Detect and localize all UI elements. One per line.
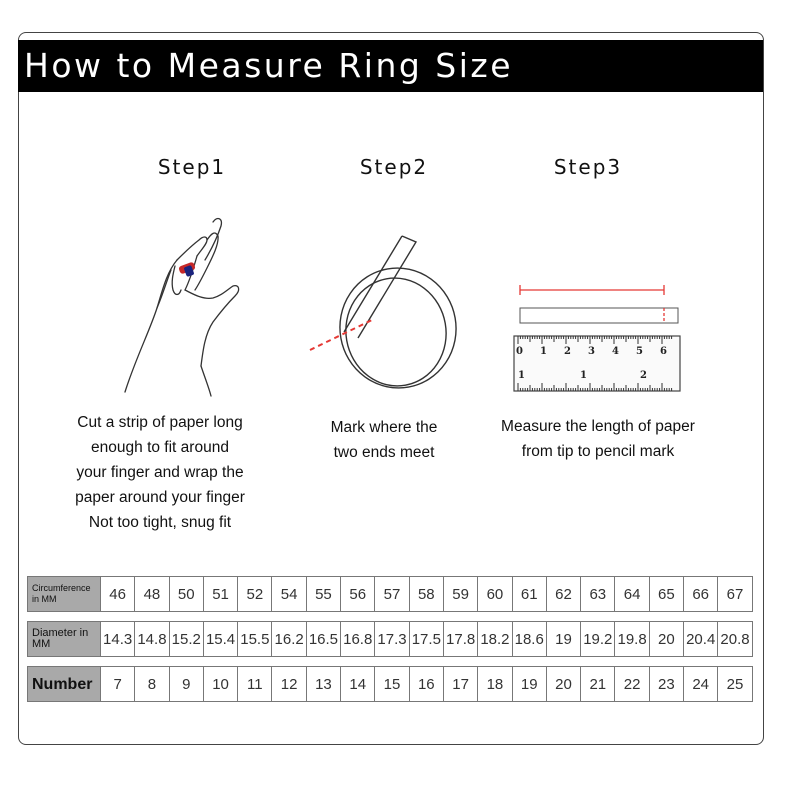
- table-cell: 23: [649, 667, 683, 702]
- table-cell: 17.5: [409, 622, 443, 657]
- table-cell: 18: [478, 667, 512, 702]
- table-cell: 60: [478, 577, 512, 612]
- table-cell: 16.8: [341, 622, 375, 657]
- table-cell: 15: [375, 667, 409, 702]
- step3-title: Step3: [553, 155, 623, 179]
- table-cell: 17.3: [375, 622, 409, 657]
- page-title: How to Measure Ring Size: [24, 46, 514, 85]
- table-cell: 54: [272, 577, 306, 612]
- table-cell: 14.8: [135, 622, 169, 657]
- table-cell: 56: [341, 577, 375, 612]
- diameter-label: Diameter in MM: [28, 622, 101, 657]
- table-cell: 58: [409, 577, 443, 612]
- caption-line: from tip to pencil mark: [521, 443, 675, 460]
- table-cell: 24: [684, 667, 718, 702]
- table-cell: 46: [101, 577, 135, 612]
- table-cell: 14.3: [101, 622, 135, 657]
- table-cell: 19.2: [581, 622, 615, 657]
- table-cell: 16.2: [272, 622, 306, 657]
- number-table: [27, 666, 753, 702]
- table-cell: 50: [169, 577, 203, 612]
- step2-title: Step2: [359, 155, 429, 179]
- table-cell: 18.2: [478, 622, 512, 657]
- ruler-label: 3: [588, 346, 595, 357]
- table-cell: 16.5: [306, 622, 340, 657]
- table-cell: 59: [443, 577, 477, 612]
- table-cell: 19.8: [615, 622, 649, 657]
- table-cell: 55: [306, 577, 340, 612]
- table-cell: 7: [101, 667, 135, 702]
- table-cell: 25: [718, 667, 752, 702]
- ruler-label: 2: [640, 370, 647, 381]
- table-cell: 65: [649, 577, 683, 612]
- caption-line: your finger and wrap the: [76, 464, 244, 481]
- table-cell: 15.5: [238, 622, 272, 657]
- table-cell: 66: [684, 577, 718, 612]
- table-cell: 12: [272, 667, 306, 702]
- paper-loop-illustration: [300, 228, 470, 398]
- table-cell: 16: [409, 667, 443, 702]
- table-cell: 19: [546, 622, 580, 657]
- circumference-table: [27, 576, 753, 612]
- table-cell: 20.8: [718, 622, 752, 657]
- table-cell: 48: [135, 577, 169, 612]
- table-row: [28, 667, 753, 702]
- table-cell: 9: [169, 667, 203, 702]
- ruler-label: 1: [580, 370, 587, 381]
- ruler-label: 6: [660, 346, 667, 357]
- number-label: Number: [28, 667, 101, 702]
- table-cell: 21: [581, 667, 615, 702]
- table-cell: 10: [203, 667, 237, 702]
- ruler-label: 5: [636, 346, 643, 357]
- table-cell: 18.6: [512, 622, 546, 657]
- table-cell: 11: [238, 667, 272, 702]
- caption-line: Measure the length of paper: [501, 418, 695, 435]
- ruler-label: 1: [540, 346, 547, 357]
- table-cell: 51: [203, 577, 237, 612]
- table-cell: 52: [238, 577, 272, 612]
- ruler-label: 2: [564, 346, 571, 357]
- ruler-label: 0: [516, 346, 523, 357]
- table-cell: 17.8: [443, 622, 477, 657]
- table-cell: 62: [546, 577, 580, 612]
- caption-line: enough to fit around: [91, 439, 229, 456]
- ruler-label: 1: [518, 370, 525, 381]
- caption-line: Mark where the: [330, 419, 438, 436]
- step2-caption: [304, 415, 464, 465]
- table-cell: 63: [581, 577, 615, 612]
- table-cell: 19: [512, 667, 546, 702]
- caption-line: Not too tight, snug fit: [88, 514, 232, 531]
- circumference-label: Circumference in MM: [28, 577, 101, 612]
- table-cell: 67: [718, 577, 752, 612]
- caption-line: Cut a strip of paper long: [77, 414, 243, 431]
- step1-caption: [40, 410, 280, 535]
- table-cell: 17: [443, 667, 477, 702]
- diameter-table: [27, 621, 753, 657]
- table-row: [28, 622, 753, 657]
- table-cell: 22: [615, 667, 649, 702]
- table-cell: 20.4: [684, 622, 718, 657]
- caption-line: paper around your finger: [75, 489, 245, 506]
- table-cell: 15.2: [169, 622, 203, 657]
- table-cell: 64: [615, 577, 649, 612]
- table-row: [28, 577, 753, 612]
- table-cell: 20: [546, 667, 580, 702]
- table-cell: 13: [306, 667, 340, 702]
- table-cell: 61: [512, 577, 546, 612]
- table-cell: 8: [135, 667, 169, 702]
- table-cell: 20: [649, 622, 683, 657]
- step3-caption: [478, 414, 718, 464]
- step1-title: Step1: [157, 155, 227, 179]
- ruler-label: 4: [612, 346, 619, 357]
- table-cell: 14: [341, 667, 375, 702]
- ruler-illustration: [512, 280, 682, 395]
- table-cell: 57: [375, 577, 409, 612]
- table-cell: 15.4: [203, 622, 237, 657]
- caption-line: two ends meet: [333, 444, 435, 461]
- hand-wrap-illustration: [115, 210, 255, 400]
